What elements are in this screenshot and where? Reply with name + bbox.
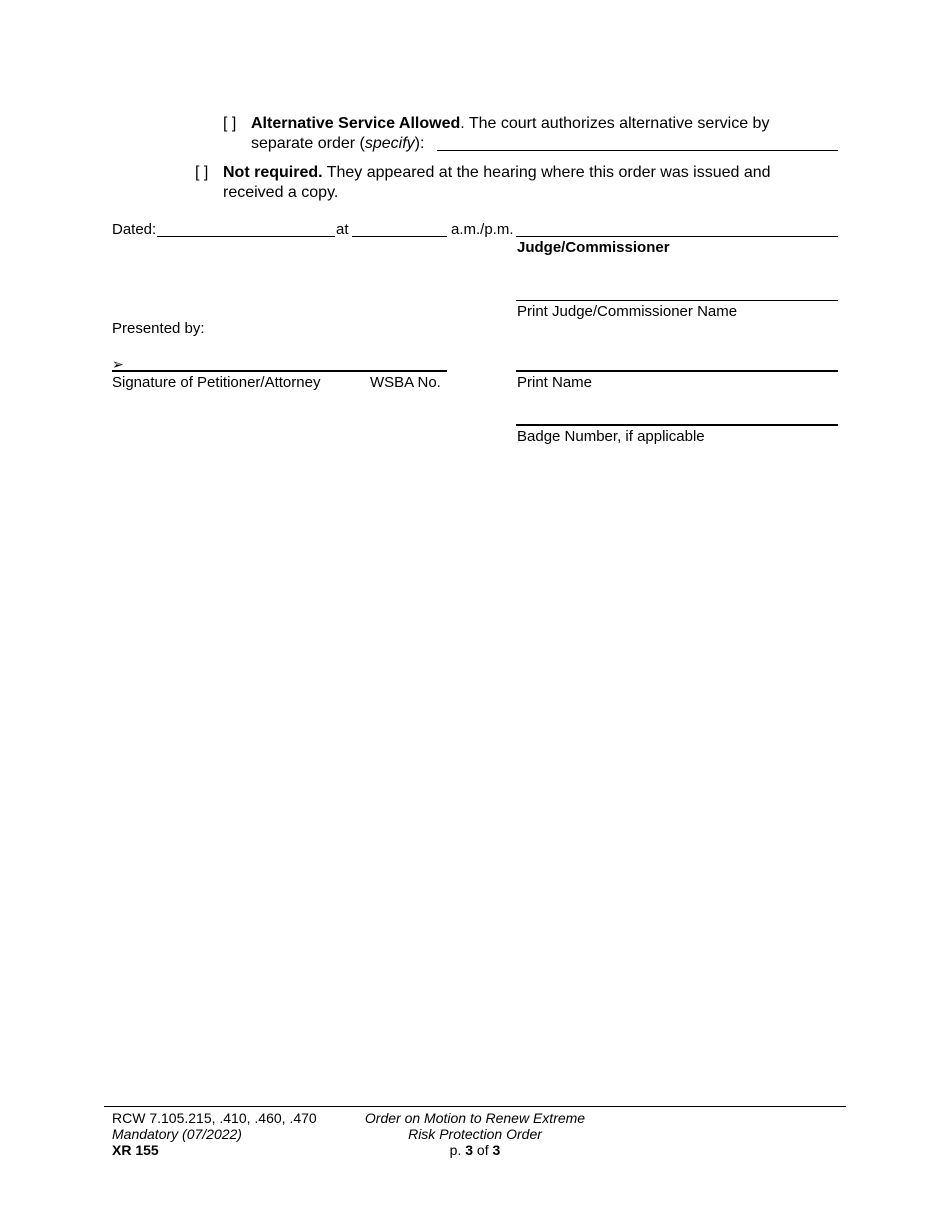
print-judge-line[interactable] bbox=[516, 300, 838, 301]
alt-service-line1 bbox=[251, 114, 769, 134]
not-required-line2: received a copy. bbox=[223, 184, 339, 201]
page-prefix: p. bbox=[449, 1142, 466, 1158]
footer-title-line1: Order on Motion to Renew Extreme bbox=[364, 1110, 586, 1126]
not-required-text1: They appeared at the hearing where this order was issued and bbox=[322, 164, 771, 181]
judge-signature-line[interactable] bbox=[516, 236, 838, 237]
petitioner-signature-line[interactable] bbox=[112, 370, 447, 372]
footer-page-number bbox=[350, 1142, 600, 1158]
alt-service-specify-line[interactable] bbox=[437, 150, 838, 151]
not-required-checkbox[interactable]: [ ] bbox=[195, 164, 209, 181]
alt-service-text1: . The court authorizes alternative service by bbox=[460, 115, 770, 132]
petitioner-signature-label: Signature of Petitioner/Attorney bbox=[112, 374, 321, 391]
at-label: at bbox=[336, 221, 349, 238]
print-name-line[interactable] bbox=[516, 370, 838, 372]
alt-service-text2-post: ): bbox=[414, 135, 425, 152]
alt-service-heading: Alternative Service Allowed bbox=[251, 115, 461, 132]
footer-mandatory: Mandatory (07/2022) bbox=[112, 1126, 242, 1142]
not-required-heading: Not required. bbox=[223, 164, 323, 181]
alt-service-specify: specify bbox=[364, 135, 415, 152]
footer-rcw: RCW 7.105.215, .410, .460, .470 bbox=[112, 1110, 317, 1126]
footer-title-line2: Risk Protection Order bbox=[408, 1126, 542, 1142]
print-judge-label: Print Judge/Commissioner Name bbox=[517, 303, 738, 320]
badge-number-line[interactable] bbox=[516, 424, 838, 426]
page-total: 3 bbox=[492, 1142, 501, 1158]
wsba-label: WSBA No. bbox=[370, 374, 441, 391]
badge-number-label: Badge Number, if applicable bbox=[517, 428, 705, 445]
alt-service-checkbox[interactable]: [ ] bbox=[223, 115, 237, 132]
judge-label: Judge/Commissioner bbox=[517, 239, 670, 256]
dated-line[interactable] bbox=[157, 236, 335, 237]
print-name-label: Print Name bbox=[517, 374, 593, 391]
page-current: 3 bbox=[465, 1142, 474, 1158]
alt-service-text2-pre: separate order ( bbox=[251, 135, 365, 152]
alt-service-line2 bbox=[251, 134, 424, 154]
time-line[interactable] bbox=[352, 236, 447, 237]
ampm-label: a.m./p.m. bbox=[451, 221, 514, 238]
presented-by-label: Presented by: bbox=[112, 320, 205, 337]
dated-label: Dated: bbox=[112, 221, 157, 238]
footer-rule bbox=[104, 1106, 846, 1107]
footer-form-id: XR 155 bbox=[112, 1142, 159, 1158]
not-required-line1 bbox=[223, 163, 771, 183]
page-of: of bbox=[473, 1142, 493, 1158]
arrow-icon: ➢ bbox=[112, 356, 124, 372]
